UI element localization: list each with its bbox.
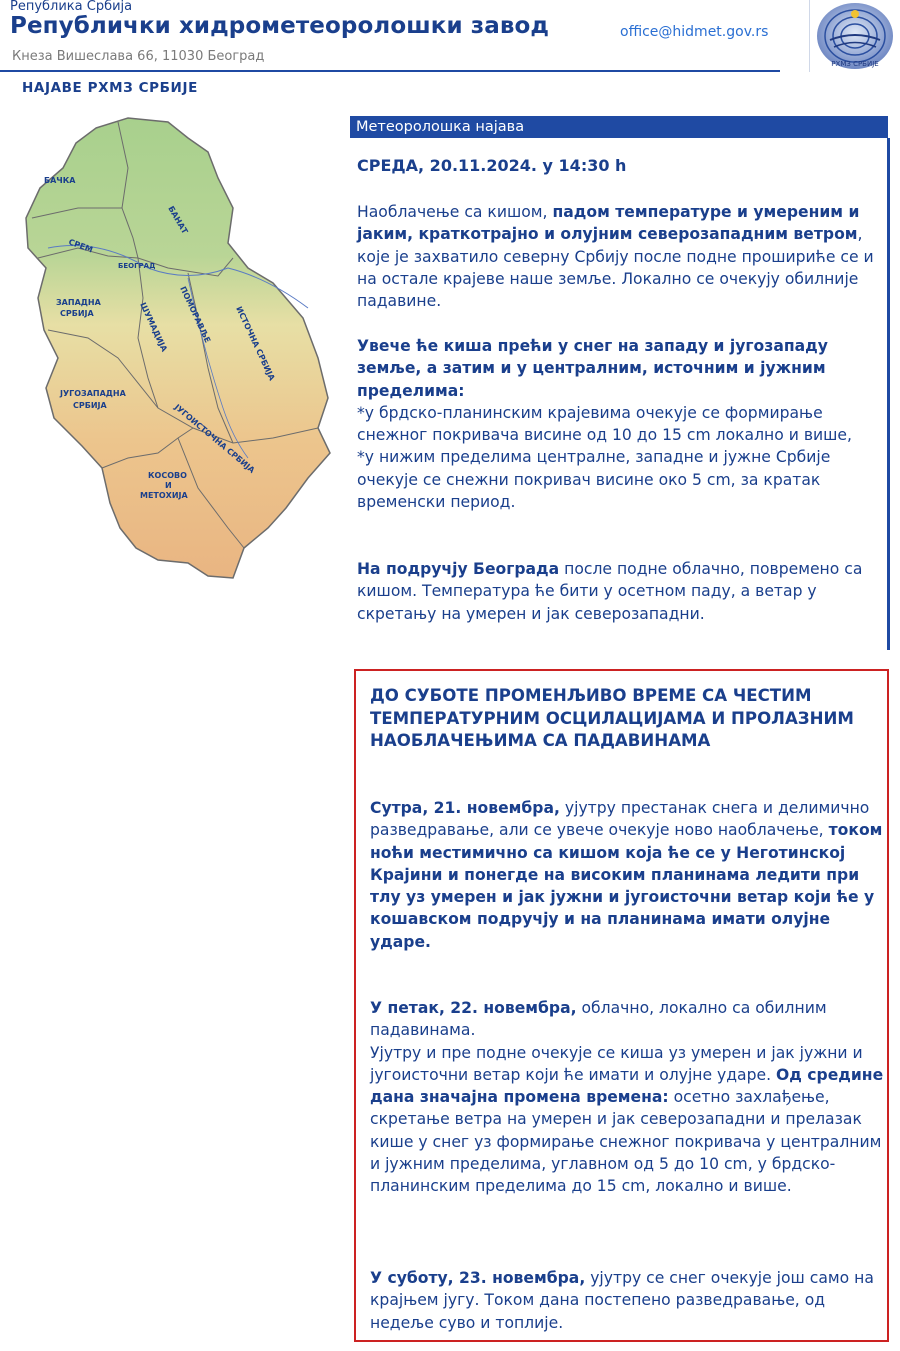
outlook-title: ДО СУБОТЕ ПРОМЕНЉИВО ВРЕМЕ СА ЧЕСТИМ ТЕМПЕРАТУРНИМ ОСЦИЛАЦИЈАМА И ПРОЛАЗНИМ НАОБЛАЧЕЊИМА СА ПАДАВИНАМА	[370, 686, 854, 750]
region-label: МЕТОХИЈА	[140, 491, 188, 500]
forecast-date: СРЕДА, 20.11.2024. у 14:30 h	[357, 156, 627, 175]
forecast-paragraph-1: Наоблачење са кишом, падом температуре и умереним и јаким, краткотрајно и олујним северозападним ветром, које је захватило северну Србију после подне прошириће се и на остале крајеве наше земље. Локално се очекују обилније падавине.	[357, 203, 874, 311]
forecast-panel-title: Метеоролошка најава	[356, 119, 525, 135]
forecast-panel-header	[350, 116, 888, 138]
republic-label: Република Србија	[10, 0, 133, 14]
header-divider	[0, 70, 780, 72]
institution-address: Кнеза Вишеслава 66, 11030 Београд	[12, 49, 265, 64]
region-label: СРБИЈА	[60, 309, 94, 318]
serbia-region-map	[18, 108, 336, 580]
forecast-paragraph-2: Увече ће киша прећи у снег на западу и југозападу земље, а затим и у централним, источним и јужним пределима: *у брдско-планинским крајевима очекује се формирање снежног покривача висине од 10 до 15 cm локално и више, *у нижим пределима централне, западне и јужне Србије очекује се снежни покривач висине око 5 cm, за кратак временски период.	[357, 337, 852, 512]
region-label: БАЧКА	[44, 176, 76, 185]
serbia-outline	[26, 118, 330, 578]
logo-emblem-icon	[810, 0, 900, 72]
outlook-day-friday: У петак, 22. новембра, облачно, локално са обилним падавинама. Ујутру и пре подне очекује се киша уз умерен и јак јужни и југоисточни ветар који ће имати и олујне ударе. Од средине дана значајна промена времена: осетно захлађење, скретање ветра на умерен и јак северозападни и прелазак кише у снег уз формирање снежног покривача у централним и јужним пределима, углавном од 5 до 10 cm, у брдско-планинским пределима до 15 cm, локално и више.	[370, 999, 884, 1196]
region-label: ЈУГОЗАПАДНА	[60, 389, 126, 398]
region-label: ЈУГОИСТОЧНА СРБИЈА	[172, 402, 257, 475]
region-label: И	[165, 481, 172, 490]
institution-title[interactable]: Републички хидрометеоролошки завод	[10, 13, 550, 39]
rhmz-logo[interactable]	[809, 0, 900, 72]
region-label: ЗАПАДНА	[56, 298, 101, 307]
logo-text: РХМЗ СРБИЈЕ	[831, 60, 879, 68]
nav-title[interactable]: НАЈАВЕ РХМЗ СРБИЈЕ	[22, 80, 198, 96]
outlook-day-thursday: Сутра, 21. новембра, ујутру престанак снега и делимично разведравање, али се увече очекује ново наоблачење, током ноћи местимично са кишом која ће се у Неготинској Крајини и понегде на високим планинама ледити при тлу уз умерен и јак јужни и југоисточни ветар који ће у кошавском подручју и на планинама имати олујне ударе.	[370, 799, 883, 951]
forecast-paragraph-belgrade: На подручју Београда после подне облачно, повремено са кишом. Температура ће бити у осетном паду, а ветар у скретању на умерен и јак северозападни.	[357, 560, 863, 623]
region-label: ИСТОЧНА СРБИЈА	[234, 305, 277, 382]
region-label: СРБИЈА	[73, 401, 107, 410]
email-link[interactable]: office@hidmet.gov.rs	[620, 24, 769, 40]
region-label: БАНАТ	[166, 204, 190, 236]
region-label: ШУМАДИЈА	[138, 301, 169, 354]
outlook-day-saturday: У суботу, 23. новембра, ујутру се снег очекује још само на крајњем југу. Током дана постепено разведравање, од недеље суво и топлије.	[370, 1269, 874, 1332]
region-label: БЕОГРАД	[118, 262, 156, 270]
region-label: ПОМОРАВЉЕ	[178, 285, 213, 345]
region-label: КОСОВО	[148, 471, 187, 480]
region-label: СРЕМ	[67, 237, 95, 255]
